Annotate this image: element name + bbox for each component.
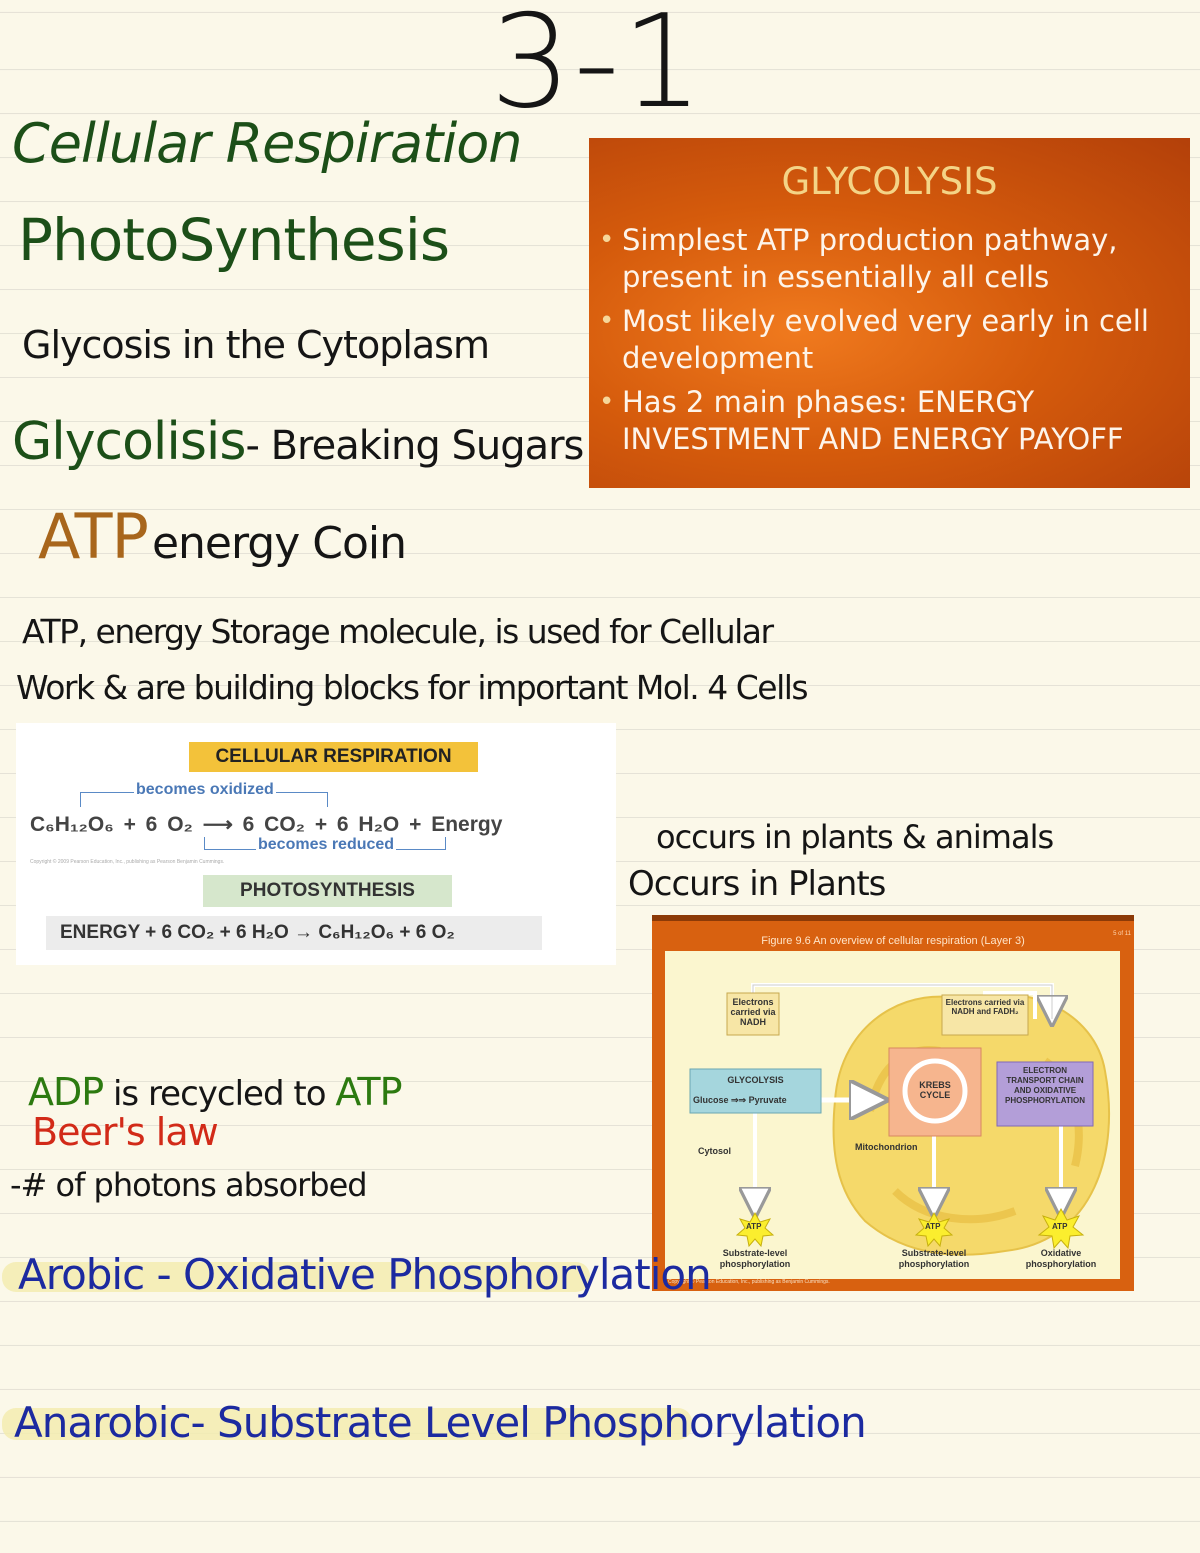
note-occurs-plants: Occurs in Plants [628, 864, 886, 904]
figure-top-bar [652, 915, 1134, 921]
atp-label-1: ATP [746, 1222, 762, 1231]
glucose-text: Glucose [693, 1095, 729, 1105]
figure-copyright: Copyright © Pearson Education, Inc., publishing as Benjamin Cummings. [668, 1279, 830, 1285]
becomes-oxidized-label: becomes oxidized [136, 781, 274, 798]
adp-term: ADP [28, 1070, 104, 1114]
note-glycosis-cytoplasm: Glycosis in the Cytoplasm [22, 323, 489, 367]
note-anaerobic: Anarobic- Substrate Level Phosphorylation [14, 1398, 866, 1447]
slide-bullets [599, 222, 1190, 465]
cellular-respiration-title: CELLULAR RESPIRATION [189, 742, 478, 772]
note-aerobic: Arobic - Oxidative Phosphorylation [18, 1250, 711, 1299]
krebs-cycle-label: KREBS CYCLE [919, 1080, 951, 1100]
atp-term-2: ATP [335, 1070, 402, 1114]
glycolysis-slide [589, 138, 1190, 488]
figure-title: Figure 9.6 An overview of cellular respiration (Layer 3) [761, 935, 1025, 947]
figure-page: 5 of 11 [1113, 931, 1131, 937]
pyruvate-text: Pyruvate [748, 1095, 787, 1105]
figure-diagram [665, 951, 1120, 1279]
becomes-reduced-label: becomes reduced [258, 836, 395, 853]
caption-oxidative: Oxidative phosphorylation [1025, 1248, 1097, 1269]
equations-card [16, 723, 616, 965]
equations-copyright: Copyright © 2009 Pearson Education, Inc., publishing as Pearson Benjamin Cummings. [30, 859, 225, 865]
note-cellular-respiration: Cellular Respiration [12, 112, 522, 175]
breaking-sugars: - Breaking Sugars [245, 423, 584, 469]
slide-title: GLYCOLYSIS [781, 160, 998, 203]
caption-substrate-2: Substrate-level phosphorylation [898, 1248, 970, 1269]
glucose-label: Glucose ⇒⇒ Pyruvate [693, 1095, 787, 1105]
etc-label: ELECTRON TRANSPORT CHAIN AND OXIDATIVE PHOSPHORYLATION [1004, 1066, 1085, 1105]
note-beers-law: Beer's law [32, 1110, 218, 1154]
note-photosynthesis: PhotoSynthesis [18, 206, 450, 274]
note-atp-energy-coin [38, 500, 406, 573]
energy-coin: energy Coin [151, 518, 407, 569]
note-adp-recycled [28, 1070, 401, 1114]
glycolysis-label: GLYCOLYSIS [727, 1075, 784, 1085]
electrons-nadh-label: Electrons carried via NADH [730, 997, 776, 1027]
atp-label-3: ATP [1052, 1222, 1068, 1231]
cellular-respiration-equation: C₆H₁₂O₆ + 6 O₂ ⟶ 6 CO₂ + 6 H₂O + Energy [30, 813, 503, 836]
cellular-respiration-figure [652, 915, 1134, 1291]
note-photons-absorbed: -# of photons absorbed [10, 1166, 367, 1204]
note-occurs-plants-animals: occurs in plants & animals [656, 818, 1054, 856]
note-glycolysis [12, 412, 583, 472]
slide-bullet: • Most likely evolved very early in cell development [599, 303, 1190, 377]
electrons-fadh-label: Electrons carried via NADH and FADH₂ [945, 998, 1025, 1016]
page-number: 3-1 [490, 0, 706, 137]
atp-term: ATP [38, 500, 148, 573]
mitochondrion-label: Mitochondrion [855, 1142, 918, 1152]
photosynthesis-title: PHOTOSYNTHESIS [203, 875, 452, 907]
adp-recycled-text: is recycled to [112, 1074, 326, 1114]
slide-bullet: • Has 2 main phases: ENERGY INVESTMENT AND ENERGY PAYOFF [599, 384, 1190, 458]
atp-label-2: ATP [925, 1222, 941, 1231]
caption-substrate-1: Substrate-level phosphorylation [719, 1248, 791, 1269]
photosynthesis-equation: ENERGY + 6 CO₂ + 6 H₂O → C₆H₁₂O₆ + 6 O₂ [46, 916, 542, 950]
note-atp-storage-line1: ATP, energy Storage molecule, is used for Cellular [22, 612, 773, 651]
note-atp-storage-line2: Work & are building blocks for important Mol. 4 Cells [16, 668, 808, 707]
cytosol-label: Cytosol [698, 1146, 732, 1156]
glycolisis-term: Glycolisis [12, 412, 246, 472]
slide-bullet: • Simplest ATP production pathway, present in essentially all cells [599, 222, 1190, 296]
